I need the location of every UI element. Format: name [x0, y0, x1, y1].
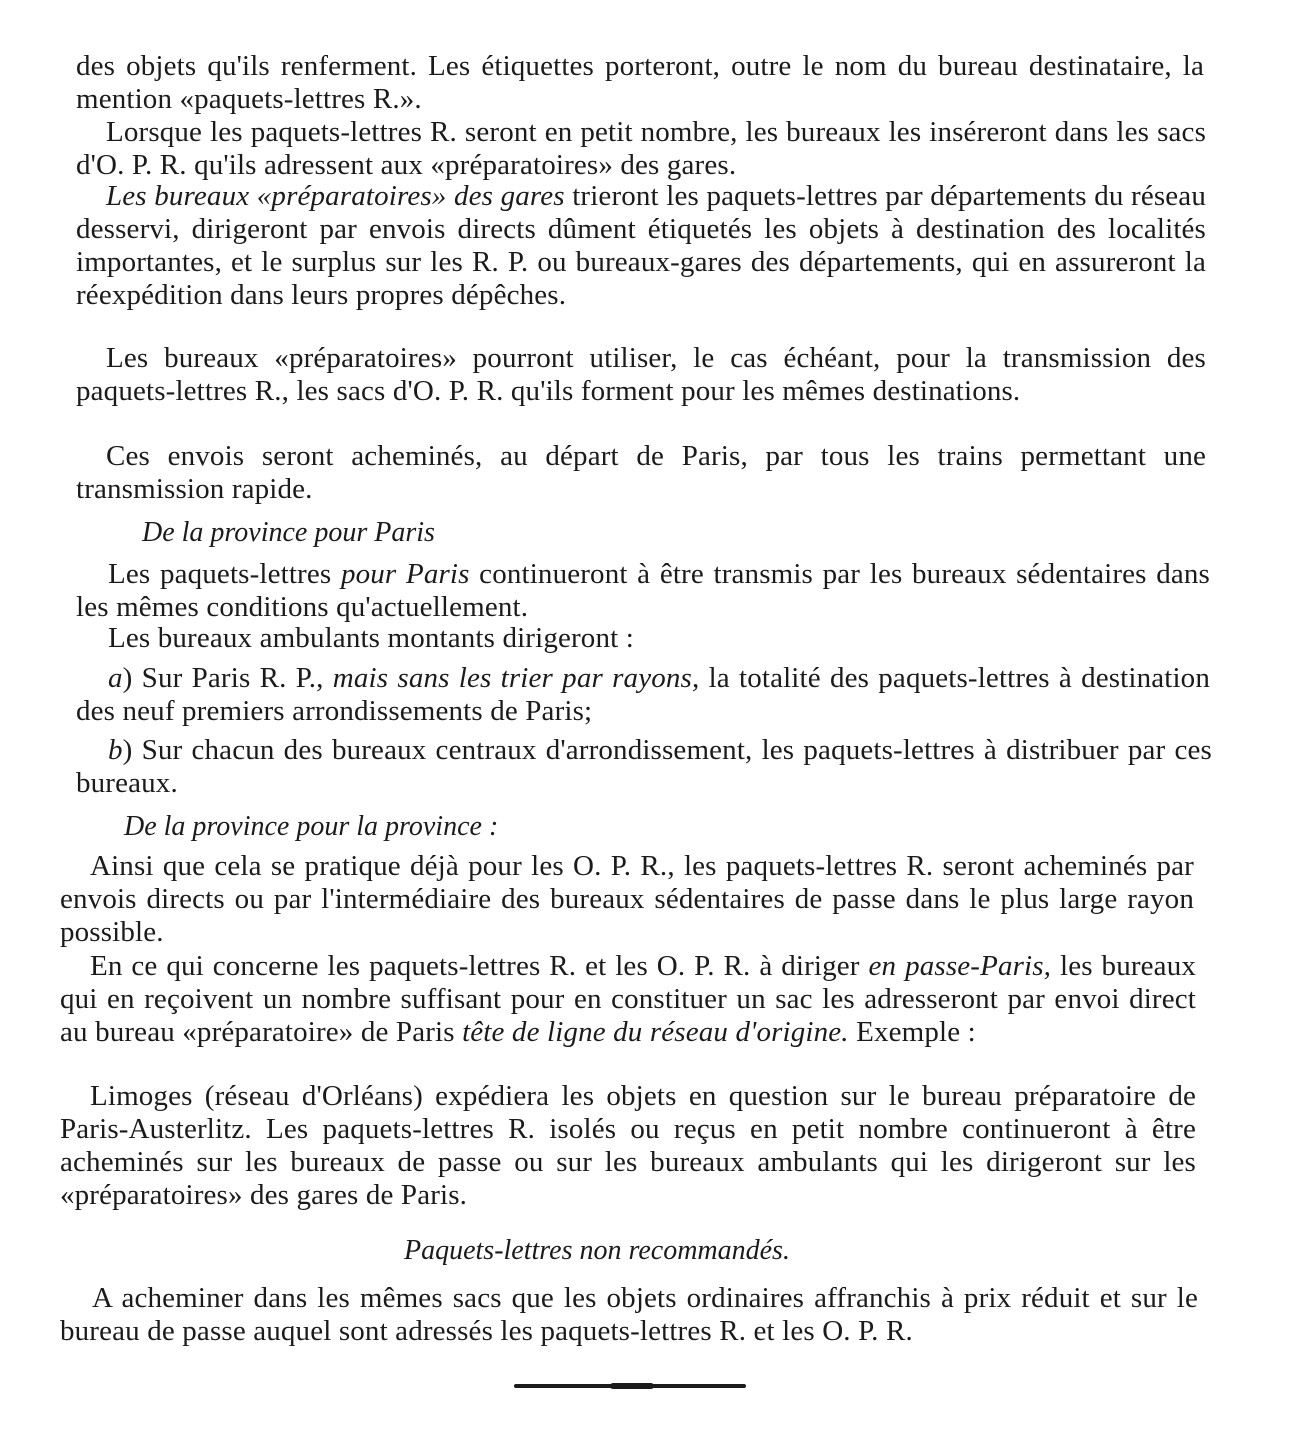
paragraph: [76, 342, 1206, 408]
paragraph: [60, 950, 1196, 1049]
text-run: ) Sur chacun des bureaux centraux d'arrondissement, les paquets-lettres à distribuer par ces bureaux.: [76, 734, 1212, 799]
text-run: Limoges (réseau d'Orléans) expédiera les objets en question sur le bureau préparatoire de Paris-Austerlitz. Les paquets-lettres R. isolés ou reçus en petit nombre continueront à être acheminés sur les bureaux de passe ou sur les bureaux ambulants qui les dirigeront sur les «préparatoires» des gares de Paris.: [60, 1080, 1196, 1211]
text-run: Exemple :: [848, 1016, 976, 1048]
text-run: la totalité des paquets-lettres à destination des neuf premiers arrondissements de Paris;: [76, 662, 1210, 727]
text-run: De la province pour la province :: [124, 811, 499, 842]
text-run: De la province pour Paris: [142, 517, 435, 548]
text-run: trieront les paquets-lettres par départements du réseau desservi, dirigeront par envois directs dûment étiquetés les objets à destination des localités importantes, et le surplus sur les R. P. ou bureaux-gares des départements, qui en assureront la réexpédition dans leurs propres dépêches.: [76, 180, 1206, 311]
section-heading: [124, 810, 498, 843]
paragraph: [60, 1282, 1198, 1348]
paragraph: [76, 662, 1210, 728]
paragraph: [60, 850, 1194, 949]
text-run: Lorsque les paquets-lettres R. seront en petit nombre, les bureaux les inséreront dans les sacs d'O. P. R. qu'ils adressent aux «préparatoires» des gares.: [76, 116, 1206, 181]
paragraph: [76, 734, 1212, 800]
paragraph: [76, 440, 1206, 506]
section-heading: [404, 1234, 790, 1267]
text-run: Ainsi que cela se pratique déjà pour les O. P. R., les paquets-lettres R. seront acheminés par envois directs ou par l'intermédiaire des bureaux sédentaires de passe dans le plus large rayon possible.: [60, 850, 1194, 948]
paragraph: [76, 622, 1210, 655]
text-run: Ces envois seront acheminés, au départ de Paris, par tous les trains permettant une transmission rapide.: [76, 440, 1206, 505]
text-run: A acheminer dans les mêmes sacs que les objets ordinaires affranchis à prix réduit et sur le bureau de passe auquel sont adressés les paquets-lettres R. et les O. P. R.: [60, 1282, 1198, 1347]
italic-text: pour Paris: [340, 558, 470, 590]
italic-text: b: [108, 734, 123, 766]
paragraph: [60, 1080, 1196, 1212]
text-run: Paquets-lettres non recommandés.: [404, 1235, 790, 1266]
text-run: des objets qu'ils renferment. Les étiquettes porteront, outre le nom du bureau destinataire, la mention «paquets-lettres R.».: [76, 50, 1204, 115]
text-run: Les bureaux «préparatoires» pourront utiliser, le cas échéant, pour la transmission des paquets-lettres R., les sacs d'O. P. R. qu'ils forment pour les mêmes destinations.: [76, 342, 1206, 407]
text-run: ) Sur Paris R. P.,: [122, 662, 333, 694]
text-run: continueront à être transmis par les bureaux sédentaires dans les mêmes conditions qu'actuellement.: [76, 558, 1210, 623]
italic-text: en passe-Paris,: [868, 950, 1052, 982]
paragraph: [76, 180, 1206, 312]
text-run: Les paquets-lettres: [108, 558, 341, 590]
italic-text: mais sans les trier par rayons,: [332, 662, 700, 694]
paragraph: [76, 558, 1210, 624]
text-run: Les bureaux ambulants montants dirigeront :: [108, 622, 634, 654]
italic-text: tête de ligne du réseau d'origine.: [462, 1016, 849, 1048]
text-run: les bureaux qui en reçoivent un nombre suffisant pour en constituer un sac les adresseront par envoi direct au bureau «préparatoire» de Paris: [60, 950, 1197, 1048]
paragraph: [76, 50, 1204, 116]
paragraph: [76, 116, 1206, 182]
italic-text: Les bureaux «préparatoires» des gares: [106, 180, 565, 212]
italic-text: a: [108, 662, 123, 694]
closing-rule: [514, 1384, 746, 1388]
text-run: En ce qui concerne les paquets-lettres R. et les O. P. R. à diriger: [90, 950, 869, 982]
section-heading: [142, 516, 435, 549]
